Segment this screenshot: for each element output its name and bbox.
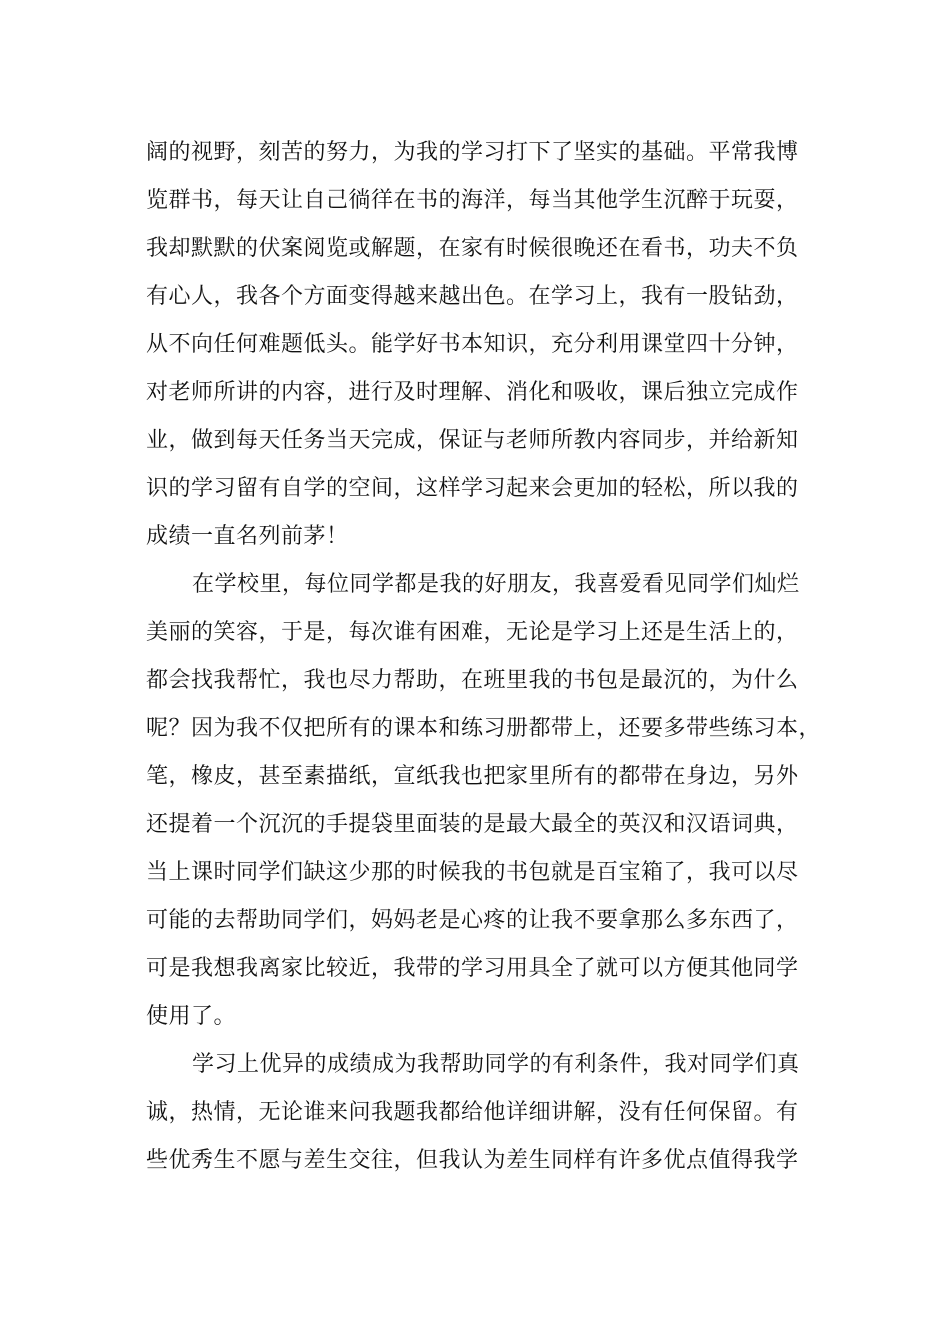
text-line: 当上课时同学们缺这少那的时候我的书包就是百宝箱了，我可以尽 <box>146 860 799 885</box>
text-line: 诚，热情，无论谁来问我题我都给他详细讲解，没有任何保留。有 <box>146 1100 799 1125</box>
text-line: 识的学习留有自学的空间，这样学习起来会更加的轻松，所以我的 <box>146 476 799 501</box>
text-line: 业，做到每天任务当天完成，保证与老师所教内容同步，并给新知 <box>146 428 799 453</box>
text-line: 有心人，我各个方面变得越来越出色。在学习上，我有一股钻劲， <box>146 284 799 309</box>
paragraph-first-line: 在学校里，每位同学都是我的好朋友，我喜爱看见同学们灿烂 <box>192 572 800 597</box>
text-line: 都会找我帮忙，我也尽力帮助，在班里我的书包是最沉的，为什么 <box>146 668 799 693</box>
text-line: 可是我想我离家比较近，我带的学习用具全了就可以方便其他同学 <box>146 956 799 981</box>
text-line: 从不向任何难题低头。能学好书本知识，充分利用课堂四十分钟， <box>146 332 799 357</box>
text-line: 阔的视野，刻苦的努力，为我的学习打下了坚实的基础。平常我博 <box>146 140 799 165</box>
text-line: 可能的去帮助同学们，妈妈老是心疼的让我不要拿那么多东西了， <box>146 908 799 933</box>
text-line: 美丽的笑容，于是，每次谁有困难，无论是学习上还是生活上的， <box>146 620 799 645</box>
text-line: 呢？因为我不仅把所有的课本和练习册都带上，还要多带些练习本， <box>146 716 822 741</box>
text-line: 使用了。 <box>146 1004 237 1029</box>
text-line: 还提着一个沉沉的手提袋里面装的是最大最全的英汉和汉语词典， <box>146 812 799 837</box>
text-line: 我却默默的伏案阅览或解题，在家有时候很晚还在看书，功夫不负 <box>146 236 799 261</box>
text-line: 览群书，每天让自己徜徉在书的海洋，每当其他学生沉醉于玩耍， <box>146 188 799 213</box>
text-line: 笔，橡皮，甚至素描纸，宣纸我也把家里所有的都带在身边，另外 <box>146 764 799 789</box>
text-line: 对老师所讲的内容，进行及时理解、消化和吸收，课后独立完成作 <box>146 380 799 405</box>
paragraph-first-line: 学习上优异的成绩成为我帮助同学的有利条件，我对同学们真 <box>192 1052 800 1077</box>
text-line: 些优秀生不愿与差生交往，但我认为差生同样有许多优点值得我学 <box>146 1148 799 1173</box>
text-line: 成绩一直名列前茅！ <box>146 524 349 549</box>
